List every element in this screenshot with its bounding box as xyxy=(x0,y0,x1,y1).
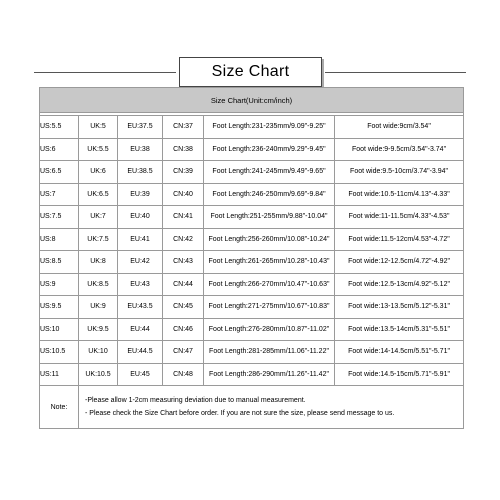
cn-size-cell: CN:44 xyxy=(163,273,204,296)
cn-size-cell: CN:42 xyxy=(163,228,204,251)
us-size-cell: US:8.5 xyxy=(40,251,79,274)
us-size-cell: US:6 xyxy=(40,138,79,161)
table-header-row xyxy=(40,88,464,113)
eu-size-cell: EU:44.5 xyxy=(118,341,163,364)
us-size-cell: US:10 xyxy=(40,318,79,341)
table-caption: Size Chart(Unit:cm/inch) xyxy=(40,88,464,113)
foot-wide-cell: Foot wide:11.5-12cm/4.53"-4.72" xyxy=(335,228,464,251)
eu-size-cell: EU:37.5 xyxy=(118,116,163,139)
eu-size-cell: EU:38 xyxy=(118,138,163,161)
table-row xyxy=(40,206,464,229)
uk-size-cell: UK:8 xyxy=(79,251,118,274)
foot-length-cell: Foot Length:266-270mm/10.47"-10.63" xyxy=(204,273,335,296)
foot-wide-cell: Foot wide:9cm/3.54" xyxy=(335,116,464,139)
eu-size-cell: EU:39 xyxy=(118,183,163,206)
uk-size-cell: UK:5 xyxy=(79,116,118,139)
us-size-cell: US:6.5 xyxy=(40,161,79,184)
foot-length-cell: Foot Length:281-285mm/11.06"-11.22" xyxy=(204,341,335,364)
eu-size-cell: EU:40 xyxy=(118,206,163,229)
uk-size-cell: UK:9 xyxy=(79,296,118,319)
us-size-cell: US:7 xyxy=(40,183,79,206)
page-title: Size Chart xyxy=(179,57,322,87)
eu-size-cell: EU:44 xyxy=(118,318,163,341)
foot-length-cell: Foot Length:286-290mm/11.26"-11.42" xyxy=(204,363,335,386)
foot-length-cell: Foot Length:261-265mm/10.28"-10.43" xyxy=(204,251,335,274)
cn-size-cell: CN:43 xyxy=(163,251,204,274)
us-size-cell: US:5.5 xyxy=(40,116,79,139)
table-row xyxy=(40,161,464,184)
eu-size-cell: EU:43 xyxy=(118,273,163,296)
foot-wide-cell: Foot wide:10.5-11cm/4.13"-4.33" xyxy=(335,183,464,206)
uk-size-cell: UK:8.5 xyxy=(79,273,118,296)
foot-wide-cell: Foot wide:9-9.5cm/3.54"-3.74" xyxy=(335,138,464,161)
foot-length-cell: Foot Length:256-260mm/10.08"-10.24" xyxy=(204,228,335,251)
foot-wide-cell: Foot wide:11-11.5cm/4.33"-4.53" xyxy=(335,206,464,229)
uk-size-cell: UK:7 xyxy=(79,206,118,229)
us-size-cell: US:8 xyxy=(40,228,79,251)
eu-size-cell: EU:45 xyxy=(118,363,163,386)
uk-size-cell: UK:5.5 xyxy=(79,138,118,161)
table-row xyxy=(40,273,464,296)
size-chart-table xyxy=(39,87,464,429)
uk-size-cell: UK:10.5 xyxy=(79,363,118,386)
table-row xyxy=(40,341,464,364)
foot-wide-cell: Foot wide:9.5-10cm/3.74"-3.94" xyxy=(335,161,464,184)
title-rule-right xyxy=(325,72,466,73)
foot-wide-cell: Foot wide:13-13.5cm/5.12"-5.31" xyxy=(335,296,464,319)
us-size-cell: US:10.5 xyxy=(40,341,79,364)
eu-size-cell: EU:41 xyxy=(118,228,163,251)
foot-wide-cell: Foot wide:14.5-15cm/5.71"-5.91" xyxy=(335,363,464,386)
cn-size-cell: CN:40 xyxy=(163,183,204,206)
cn-size-cell: CN:37 xyxy=(163,116,204,139)
cn-size-cell: CN:38 xyxy=(163,138,204,161)
uk-size-cell: UK:7.5 xyxy=(79,228,118,251)
us-size-cell: US:11 xyxy=(40,363,79,386)
foot-length-cell: Foot Length:271-275mm/10.67"-10.83" xyxy=(204,296,335,319)
us-size-cell: US:7.5 xyxy=(40,206,79,229)
size-chart-body xyxy=(40,88,464,429)
foot-length-cell: Foot Length:251-255mm/9.88"-10.04" xyxy=(204,206,335,229)
us-size-cell: US:9 xyxy=(40,273,79,296)
foot-wide-cell: Foot wide:12.5-13cm/4.92"-5.12" xyxy=(335,273,464,296)
table-row xyxy=(40,138,464,161)
table-row xyxy=(40,318,464,341)
foot-length-cell: Foot Length:246-250mm/9.69"-9.84" xyxy=(204,183,335,206)
table-row xyxy=(40,296,464,319)
uk-size-cell: UK:10 xyxy=(79,341,118,364)
table-row xyxy=(40,183,464,206)
cn-size-cell: CN:39 xyxy=(163,161,204,184)
note-line: -Please allow 1-2cm measuring deviation due to manual measurement. xyxy=(85,397,306,404)
uk-size-cell: UK:9.5 xyxy=(79,318,118,341)
foot-wide-cell: Foot wide:14-14.5cm/5.51"-5.71" xyxy=(335,341,464,364)
note-text xyxy=(79,386,464,429)
cn-size-cell: CN:47 xyxy=(163,341,204,364)
table-row xyxy=(40,228,464,251)
title-rule-left xyxy=(34,72,176,73)
eu-size-cell: EU:38.5 xyxy=(118,161,163,184)
eu-size-cell: EU:42 xyxy=(118,251,163,274)
foot-length-cell: Foot Length:236-240mm/9.29"-9.45" xyxy=(204,138,335,161)
cn-size-cell: CN:45 xyxy=(163,296,204,319)
foot-wide-cell: Foot wide:13.5-14cm/5.31"-5.51" xyxy=(335,318,464,341)
table-row xyxy=(40,251,464,274)
us-size-cell: US:9.5 xyxy=(40,296,79,319)
foot-length-cell: Foot Length:241-245mm/9.49"-9.65" xyxy=(204,161,335,184)
cn-size-cell: CN:41 xyxy=(163,206,204,229)
foot-wide-cell: Foot wide:12-12.5cm/4.72"-4.92" xyxy=(335,251,464,274)
eu-size-cell: EU:43.5 xyxy=(118,296,163,319)
cn-size-cell: CN:48 xyxy=(163,363,204,386)
table-row xyxy=(40,116,464,139)
cn-size-cell: CN:46 xyxy=(163,318,204,341)
foot-length-cell: Foot Length:231-235mm/9.09"-9.25" xyxy=(204,116,335,139)
foot-length-cell: Foot Length:276-280mm/10.87"-11.02" xyxy=(204,318,335,341)
uk-size-cell: UK:6.5 xyxy=(79,183,118,206)
table-row xyxy=(40,363,464,386)
note-label: Note: xyxy=(40,386,79,429)
note-row xyxy=(40,386,464,429)
uk-size-cell: UK:6 xyxy=(79,161,118,184)
note-line: - Please check the Size Chart before order. If you are not sure the size, please send message to us. xyxy=(85,410,395,417)
